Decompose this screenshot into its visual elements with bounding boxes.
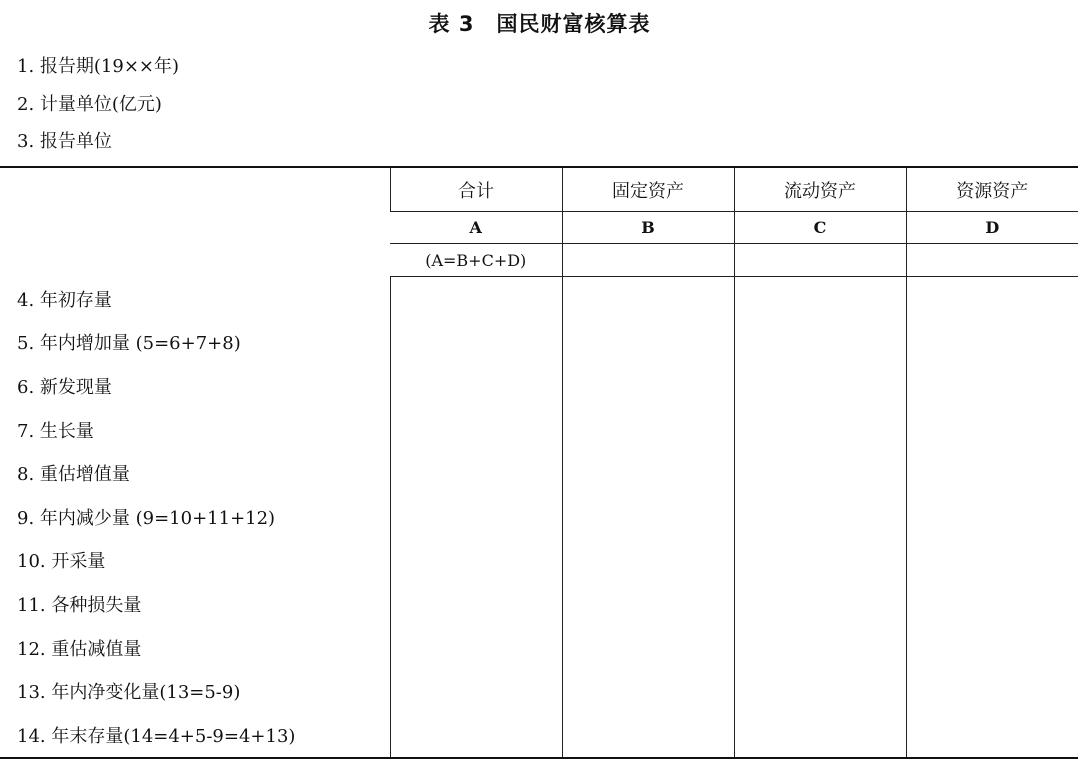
report-period: 1. 报告期(19××年) [17,56,180,77]
table-cell [906,495,1078,539]
table-row [0,713,1078,758]
column-code-c: C [734,212,906,244]
table-cell [390,582,562,626]
row-label: 11. 各种损失量 [17,594,142,616]
column-formula-b [562,244,734,277]
table-cell [562,408,734,452]
table-row [0,277,1078,321]
row-label: 12. 重估减值量 [17,638,142,660]
row-label: 6. 新发现量 [17,376,112,398]
table-cell [734,277,906,321]
table-cell [734,539,906,583]
table-cell [390,451,562,495]
column-code-d: D [906,212,1078,244]
header-row-names [0,167,1078,212]
table-title [0,8,1079,38]
row-label: 8. 重估增值量 [17,464,130,486]
table-cell [906,277,1078,321]
table-cell [562,713,734,758]
table-cell [734,582,906,626]
column-formula-a: (A=B+C+D) [390,244,562,277]
table-cell [906,321,1078,365]
table-cell [390,364,562,408]
table-cell [906,582,1078,626]
table-cell [906,626,1078,670]
column-formula-c [734,244,906,277]
table-cell [562,495,734,539]
table-cell [734,626,906,670]
table-cell [390,713,562,758]
table-cell [906,408,1078,452]
table-cell [734,364,906,408]
column-code-a: A [390,212,562,244]
table-cell [390,321,562,365]
column-header-current-assets: 流动资产 [734,167,906,212]
table-cell [562,364,734,408]
table-cell [562,626,734,670]
column-code-b: B [562,212,734,244]
table-cell [390,495,562,539]
table-cell [562,669,734,713]
table-cell [906,364,1078,408]
table-cell [906,451,1078,495]
table-cell [734,713,906,758]
table-row [0,451,1078,495]
table-cell [390,408,562,452]
row-label: 10. 开采量 [17,551,106,573]
table-cell [562,277,734,321]
table-row [0,669,1078,713]
table-cell [734,321,906,365]
table-number: 表 3 [428,12,475,36]
column-header-resource-assets: 资源资产 [906,167,1078,212]
table-cell [562,582,734,626]
row-label: 4. 年初存量 [17,289,112,311]
row-label: 13. 年内净变化量(13=5-9) [17,682,241,704]
row-label: 7. 生长量 [17,420,94,442]
reporting-unit: 3. 报告单位 [17,131,112,152]
table-row [0,626,1078,670]
table-cell [906,669,1078,713]
table-row [0,582,1078,626]
table-cell [390,626,562,670]
header-stub [0,167,390,277]
row-label: 9. 年内减少量 (9=10+11+12) [17,507,276,529]
table-cell [390,539,562,583]
table-row [0,495,1078,539]
table-cell [562,539,734,583]
table-row [0,321,1078,365]
column-header-total: 合计 [390,167,562,212]
table-cell [562,451,734,495]
table-cell [562,321,734,365]
table-title-text: 国民财富核算表 [496,12,651,36]
row-label: 14. 年末存量(14=4+5-9=4+13) [0,713,390,758]
table-cell [734,451,906,495]
table-row [0,539,1078,583]
table-row [0,408,1078,452]
table-cell [734,408,906,452]
table-cell [906,713,1078,758]
table-cell [734,495,906,539]
measurement-unit: 2. 计量单位(亿元) [17,94,162,115]
table-cell [390,277,562,321]
column-formula-d [906,244,1078,277]
row-label: 5. 年内增加量 (5=6+7+8) [17,333,241,355]
table-cell [390,669,562,713]
column-header-fixed-assets: 固定资产 [562,167,734,212]
wealth-accounting-table [0,166,1078,759]
table-row [0,364,1078,408]
table-cell [906,539,1078,583]
table-cell [734,669,906,713]
